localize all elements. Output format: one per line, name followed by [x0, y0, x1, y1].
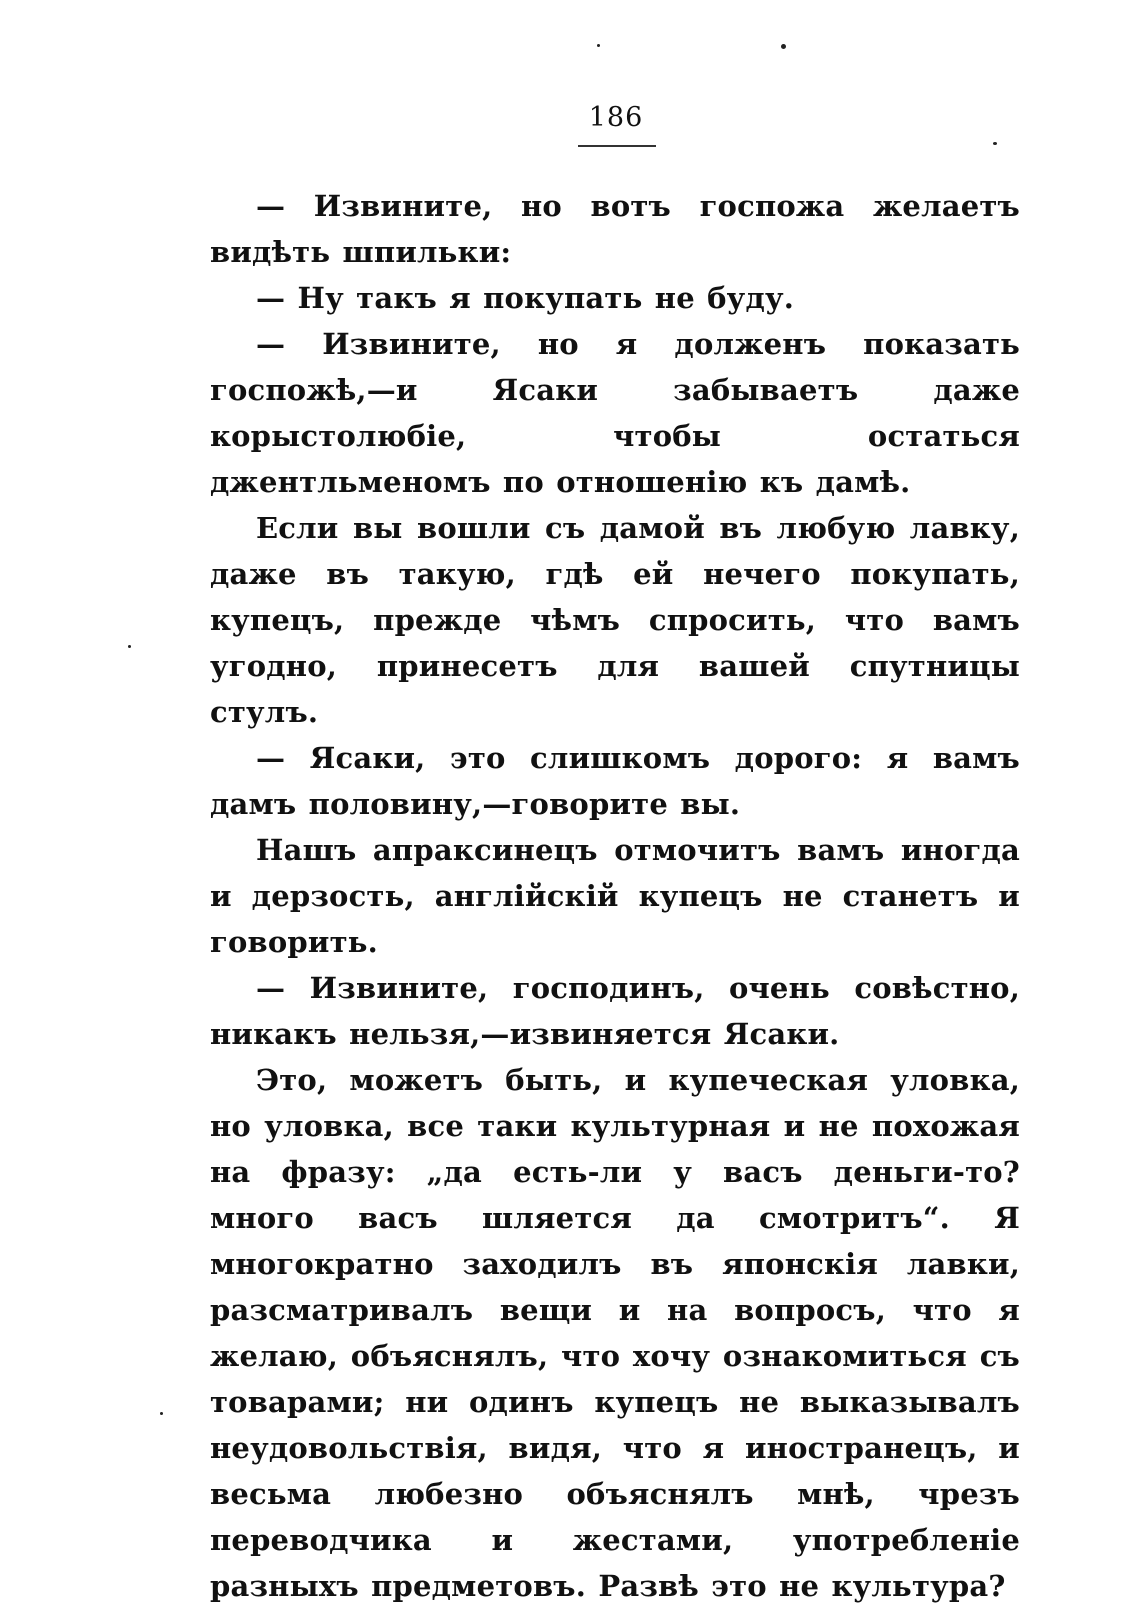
paragraph: Это, можетъ быть, и купеческая уловка, но уловка, все таки культурная и не похожая на фразу: „да есть-ли у васъ деньги-то? много васъ шляется да смотритъ“. Я многократно заходилъ въ японскія лавки, разсматривалъ вещи и на вопросъ, что я желаю, объяснялъ, что хочу ознакомиться съ товарами; ни одинъ купецъ не выказывалъ неудовольствія, видя, что я иностранецъ, и весьма любезно объяснялъ мнѣ, чрезъ переводчика и жестами, употребленіе разныхъ предметовъ. Развѣ это не культура? — [210, 1063, 1020, 1603]
paragraph: — Извините, но я долженъ показать госпожѣ,—и Ясаки забываетъ даже корыстолюбіе, чтобы остаться джентльменомъ по отношенію къ дамѣ. — [210, 327, 1020, 499]
paragraph: — Ясаки, это слишкомъ дорого: я вамъ дамъ половину,—говорите вы. — [210, 741, 1020, 821]
page-number-rule — [578, 145, 656, 147]
print-speck — [128, 645, 131, 648]
paragraph: — Извините, господинъ, очень совѣстно, никакъ нельзя,—извиняется Ясаки. — [210, 971, 1020, 1051]
paragraph: — Извините, но вотъ госпожа желаетъ видѣть шпильки: — [210, 189, 1020, 269]
body-text — [210, 183, 1020, 1609]
paragraph: Нашъ апраксинецъ отмочитъ вамъ иногда и дерзость, англійскій купецъ не станетъ и говорить. — [210, 833, 1020, 959]
paragraph: — Ну такъ я покупать не буду. — [256, 281, 795, 315]
print-speck — [781, 44, 786, 49]
print-speck — [160, 1412, 163, 1415]
print-speck — [993, 142, 997, 145]
print-speck — [597, 44, 600, 47]
page-number: 186 — [588, 102, 644, 133]
paragraph: Если вы вошли съ дамой въ любую лавку, даже въ такую, гдѣ ей нечего покупать, купецъ, прежде чѣмъ спросить, что вамъ угодно, принесетъ для вашей спутницы стулъ. — [210, 511, 1020, 729]
